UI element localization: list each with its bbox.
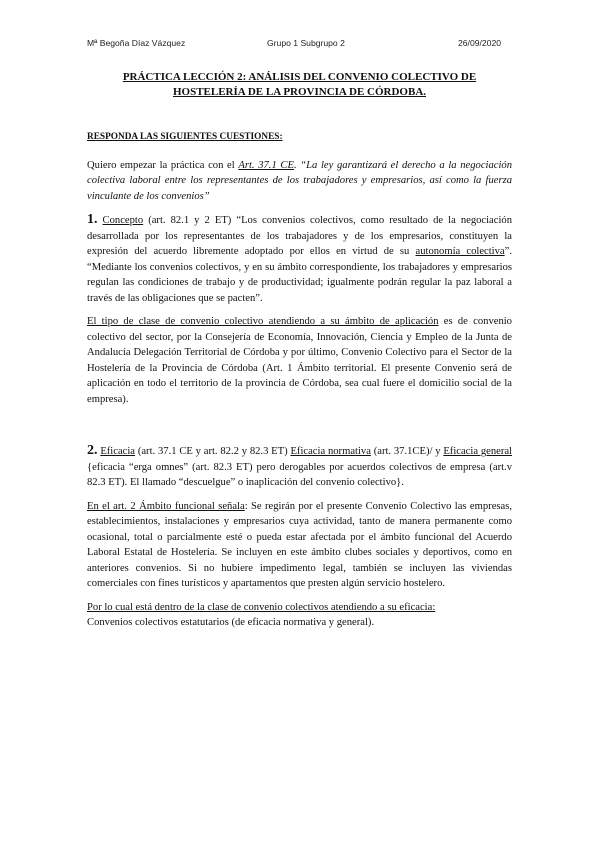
section-1-underlined: autonomía colectiva (415, 246, 505, 257)
section-2-conclusion-heading: Por lo cual está dentro de la clase de convenio colectivos atendiendo a su eficacia: (87, 601, 436, 613)
section-1-text: (art. 82.1 y 2 ET) “Los convenios colectivos, como resultado de la negociación desarrollada por los representantes de los trabajadores y de los empresarios, constituyen la expresión del acuerdo libremente adoptado por ellos en virtud de su (87, 215, 512, 257)
document-body (87, 130, 512, 639)
section-1-scope-paragraph (87, 314, 512, 407)
intro-article: Art. 37.1 CE (238, 159, 294, 171)
section-2-text-3: {eficacia “erga omnes” (art. 82.3 ET) pero derogables por acuerdos colectivos de empresa (art.v 82.3 ET). El llamado “descuelgue” o inaplicación del convenio colectivo}. (87, 461, 512, 488)
section-1-text-2: ”. “Mediante los convenios colectivos, y en su ámbito correspondiente, los trabajadores y empresarios regulan las condiciones de trabajo y de productividad; igualmente podrán regular la paz laboral a través de las obligaciones que se pacten”. (87, 246, 512, 304)
section-2-conclusion-text: Convenios colectivos estatutarios (de eficacia normativa y general). (87, 617, 375, 628)
intro-paragraph (87, 158, 512, 205)
header-author: Mª Begoña Díaz Vázquez (87, 38, 186, 48)
section-2-number: 2. (87, 443, 98, 458)
section-1-number: 1. (87, 212, 98, 227)
section-2-label-3: Eficacia general (443, 446, 512, 457)
section-1-scope-heading: El tipo de clase de convenio colectivo atendiendo a su ámbito de aplicación (87, 316, 439, 327)
section-2-functional-paragraph (87, 499, 512, 592)
document-title (87, 70, 512, 100)
title-line-2: HOSTELERÍA DE LA PROVINCIA DE CÓRDOBA. (172, 86, 427, 98)
section-2-paragraph (87, 443, 512, 491)
section-2-functional-text: : Se regirán por el presente Convenio Colectivo las empresas, establecimientos, instalaciones y empresarios cuya actividad, tanto de manera permanente como ocasional, total o parcialmente esté o pueda estar afectada por el ámbito funcional del Acuerdo Laboral Estatal de Hostelería. Se incluyen en este ámbito clubes sociales y deportivos, como en anteriores convenios. Si no hubiere impedimento legal, también se incluyen las viviendas comerciales con fines turísticos y apartamentos que presten algún servicio hostelero. (87, 500, 512, 589)
intro-quote: . “La ley garantizará el derecho a la negociación colectiva laboral entre los representantes de los trabajadores y empresarios, así como la fuerza vinculante de los convenios” (87, 159, 512, 202)
section-2-text-1: (art. 37.1 CE y art. 82.2 y 82.3 ET) (135, 446, 291, 457)
header-date: 26/09/2020 (458, 38, 502, 48)
section-2-functional-heading: En el art. 2 Ámbito funcional señala (87, 500, 245, 512)
title-line-1: PRÁCTICA LECCIÓN 2: ANÁLISIS DEL CONVENIO COLECTIVO DE (122, 71, 477, 83)
section-1-paragraph (87, 212, 512, 306)
questions-heading: RESPONDA LAS SIGUIENTES CUESTIONES: (87, 132, 283, 142)
intro-text-before: Quiero empezar la práctica con el (87, 159, 239, 171)
section-2-text-2: (art. 37.1CE)/ y (370, 446, 444, 457)
section-2-conclusion-paragraph (87, 600, 512, 631)
header-group: Grupo 1 Subgrupo 2 (267, 38, 345, 48)
section-1-label: Concepto (102, 215, 144, 226)
section-2-label-1: Eficacia (100, 446, 136, 457)
section-1-scope-text: es de convenio colectivo del sector, por la Consejería de Economía, Innovación, Ciencia y Empleo de la Junta de Andalucía Delegación Territorial de Córdoba y por último, Convenio Colectivo para el Sector de la Hostelería de la Provincia de Córdoba (Art. 1 Ámbito territorial. El presente Convenio será de aplicación en todo el territorio de la provincia de Córdoba, sea cual fuere el domicilio social de la empresa). (87, 316, 512, 405)
section-2-label-2: Eficacia normativa (290, 446, 371, 457)
